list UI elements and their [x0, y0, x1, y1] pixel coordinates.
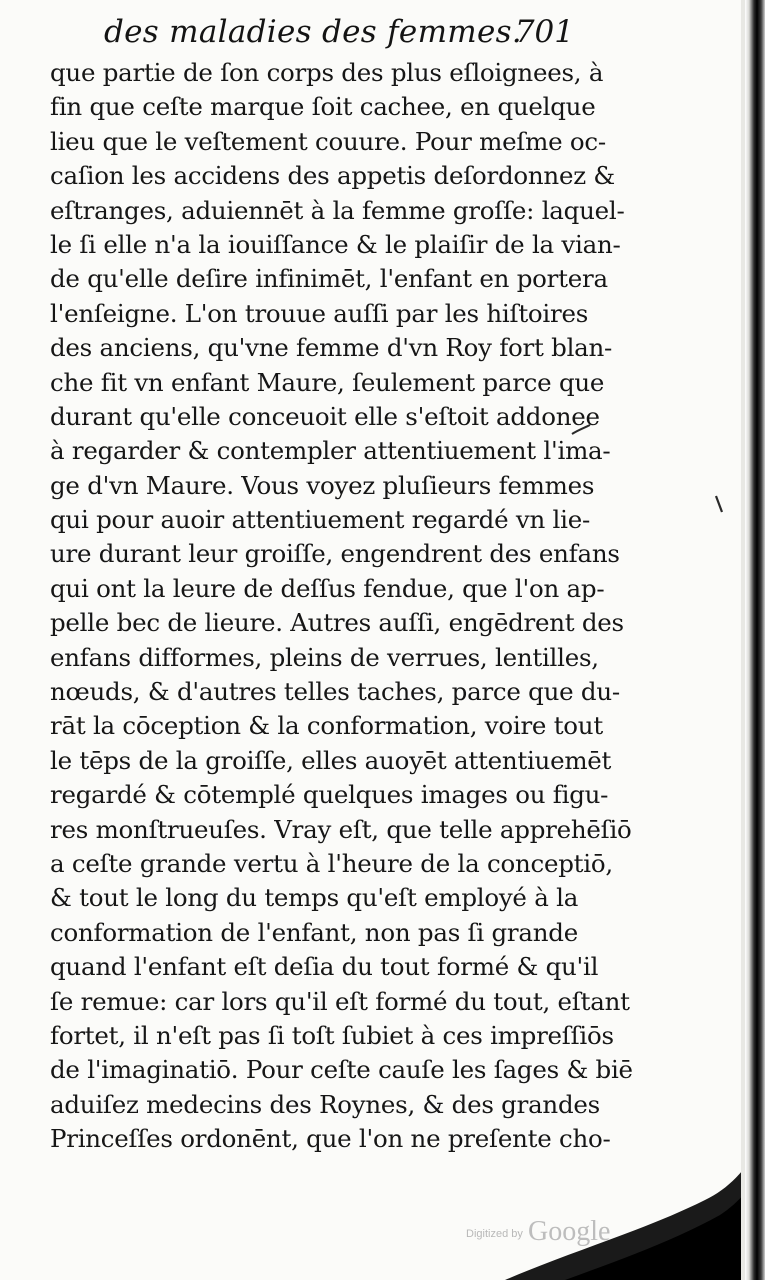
- text-line: ge d'vn Maure. Vous voyez pluſieurs femmes: [50, 470, 595, 500]
- text-line: le ſi elle n'a la iouiſſance & le plaiſir de la vian-: [50, 229, 621, 259]
- text-line: lieu que le veſtement couure. Pour meſme oc-: [50, 126, 606, 156]
- text-line: enfans difformes, pleins de verrues, lentilles,: [50, 642, 599, 672]
- text-line: durant qu'elle conceuoit elle s'eſtoit addonee: [50, 401, 600, 431]
- page-corner-shadow: [345, 1140, 765, 1280]
- text-line: caſion les accidens des appetis deſordonnez &: [50, 161, 615, 191]
- text-line: & tout le long du temps qu'eſt employé à la: [50, 883, 579, 913]
- text-line: regardé & cōtemplé quelques images ou figu-: [50, 780, 609, 810]
- text-line: che fit vn enfant Maure, ſeulement parce que: [50, 367, 605, 397]
- text-line: des anciens, qu'vne femme d'vn Roy fort blan-: [50, 333, 613, 363]
- text-line: ſe remue: car lors qu'il eſt formé du tout, eſtant: [50, 986, 630, 1016]
- book-binding-edge: [745, 0, 765, 1280]
- text-line: le tēps de la groiſſe, elles auoyēt attentiuemēt: [50, 745, 612, 775]
- text-line: ure durant leur groiſſe, engendrent des enfans: [50, 539, 620, 569]
- text-line: fin que ceſte marque ſoit cachee, en quelque: [50, 92, 596, 122]
- text-line: que partie de ſon corps des plus eſloignees, à: [50, 58, 604, 87]
- text-line: res monſtrueuſes. Vray eſt, que telle apprehēſiō: [50, 814, 632, 844]
- page-number: 701: [514, 14, 574, 50]
- text-line: a ceſte grande vertu à l'heure de la conceptiō,: [50, 848, 613, 878]
- text-line: conformation de l'enfant, non pas ſi grande: [50, 917, 578, 947]
- text-line: nœuds, & d'autres telles taches, parce que du-: [50, 677, 620, 707]
- text-line: Princeſſes ordonēnt, que l'on ne preſente cho-: [50, 1124, 611, 1154]
- text-line: de qu'elle deſire infinimēt, l'enfant en portera: [50, 264, 608, 294]
- text-line: qui pour auoir attentiuement regardé vn lie-: [50, 505, 590, 535]
- text-line: de l'imaginatiō. Pour ceſte cauſe les ſages & biē: [50, 1055, 633, 1085]
- text-line: eſtranges, aduiennēt à la femme groſſe: laquel-: [50, 195, 625, 225]
- text-line: pelle bec de lieure. Autres auſſi, engēdrent des: [50, 608, 624, 638]
- text-line: à regarder & contempler attentiuement l'ima-: [50, 436, 611, 466]
- text-line: quand l'enfant eſt deſia du tout formé & qu'il: [50, 952, 599, 982]
- digitized-watermark: [466, 1216, 626, 1252]
- running-title: des maladies des femmes.: [104, 14, 522, 50]
- text-line: rāt la cōception & la conformation, voire tout: [50, 711, 603, 741]
- watermark-logo: Google: [528, 1216, 611, 1247]
- body-text: [50, 56, 633, 1157]
- text-line: qui ont la leure de deſſus fendue, que l'on ap-: [50, 573, 605, 603]
- text-line: l'enſeigne. L'on trouue auſſi par les hiſtoires: [50, 298, 589, 328]
- watermark-prefix: Digitized by: [466, 1228, 523, 1240]
- ink-blemish: [570, 420, 730, 540]
- page-header: [104, 14, 574, 58]
- text-line: aduiſez medecins des Roynes, & des grandes: [50, 1089, 600, 1119]
- text-line: fortet, il n'eſt pas ſi toſt ſubiet à ces impreſſiōs: [50, 1020, 614, 1050]
